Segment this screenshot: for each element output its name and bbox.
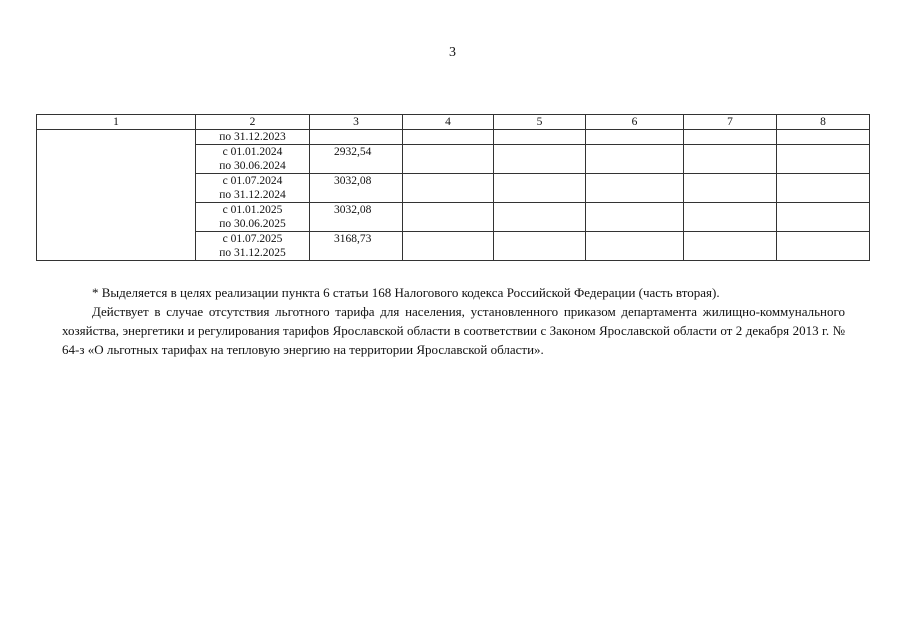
empty-cell xyxy=(494,145,586,174)
empty-cell xyxy=(684,174,777,203)
period-to: по 30.06.2024 xyxy=(219,160,286,172)
empty-cell xyxy=(777,174,870,203)
empty-cell xyxy=(777,203,870,232)
period-to: по 31.12.2025 xyxy=(219,247,286,259)
value-cell: 2932,54 xyxy=(310,145,403,174)
empty-cell xyxy=(586,232,684,261)
empty-cell xyxy=(403,174,494,203)
page-number: 3 xyxy=(449,45,456,60)
empty-cell xyxy=(403,203,494,232)
period-cell xyxy=(196,203,310,232)
empty-cell xyxy=(403,232,494,261)
column-header: 7 xyxy=(684,115,777,130)
empty-cell xyxy=(494,203,586,232)
empty-cell xyxy=(586,130,684,145)
column-header: 1 xyxy=(37,115,196,130)
empty-cell xyxy=(684,203,777,232)
table-row xyxy=(37,130,870,145)
column-header: 4 xyxy=(403,115,494,130)
empty-cell xyxy=(684,145,777,174)
column-header: 5 xyxy=(494,115,586,130)
empty-cell xyxy=(684,130,777,145)
value-cell: 3032,08 xyxy=(310,203,403,232)
value-cell xyxy=(310,130,403,145)
empty-cell xyxy=(586,174,684,203)
empty-cell xyxy=(777,145,870,174)
empty-cell xyxy=(403,130,494,145)
column-header: 8 xyxy=(777,115,870,130)
period-to: по 31.12.2024 xyxy=(219,189,286,201)
value-cell: 3032,08 xyxy=(310,174,403,203)
period-cell xyxy=(196,174,310,203)
merged-name-cell xyxy=(37,130,196,261)
period-from: с 01.01.2024 xyxy=(222,146,283,158)
note-paragraph: Действует в случае отсутствия льготного тарифа для населения, установленного приказом департамента жилищно-коммунального хозяйства, энергетики и регулирования тарифов Ярославской области в соответствии с Законом Ярославской области от 2 декабря 2013 г. № 64-з «О льготных тарифах на тепловую энергию на территории Ярославской области». xyxy=(62,304,845,357)
period-from: с 01.01.2025 xyxy=(222,204,283,216)
period-to: по 31.12.2023 xyxy=(219,131,286,143)
period-from: с 01.07.2025 xyxy=(222,233,283,245)
period-from: с 01.07.2024 xyxy=(222,175,283,187)
empty-cell xyxy=(494,174,586,203)
column-header: 2 xyxy=(196,115,310,130)
period-cell xyxy=(196,130,310,145)
empty-cell xyxy=(586,203,684,232)
period-to: по 30.06.2025 xyxy=(219,218,286,230)
empty-cell xyxy=(494,130,586,145)
footnote: * Выделяется в целях реализации пункта 6 статьи 168 Налогового кодекса Российской Федерации (часть вторая). xyxy=(92,285,720,300)
empty-cell xyxy=(403,145,494,174)
empty-cell xyxy=(586,145,684,174)
empty-cell xyxy=(777,232,870,261)
table-header-row xyxy=(37,115,870,130)
notes-section xyxy=(62,283,845,359)
column-header: 6 xyxy=(586,115,684,130)
value-cell: 3168,73 xyxy=(310,232,403,261)
period-cell xyxy=(196,145,310,174)
tariff-table xyxy=(36,114,870,261)
column-header: 3 xyxy=(310,115,403,130)
empty-cell xyxy=(684,232,777,261)
period-cell xyxy=(196,232,310,261)
empty-cell xyxy=(494,232,586,261)
empty-cell xyxy=(777,130,870,145)
